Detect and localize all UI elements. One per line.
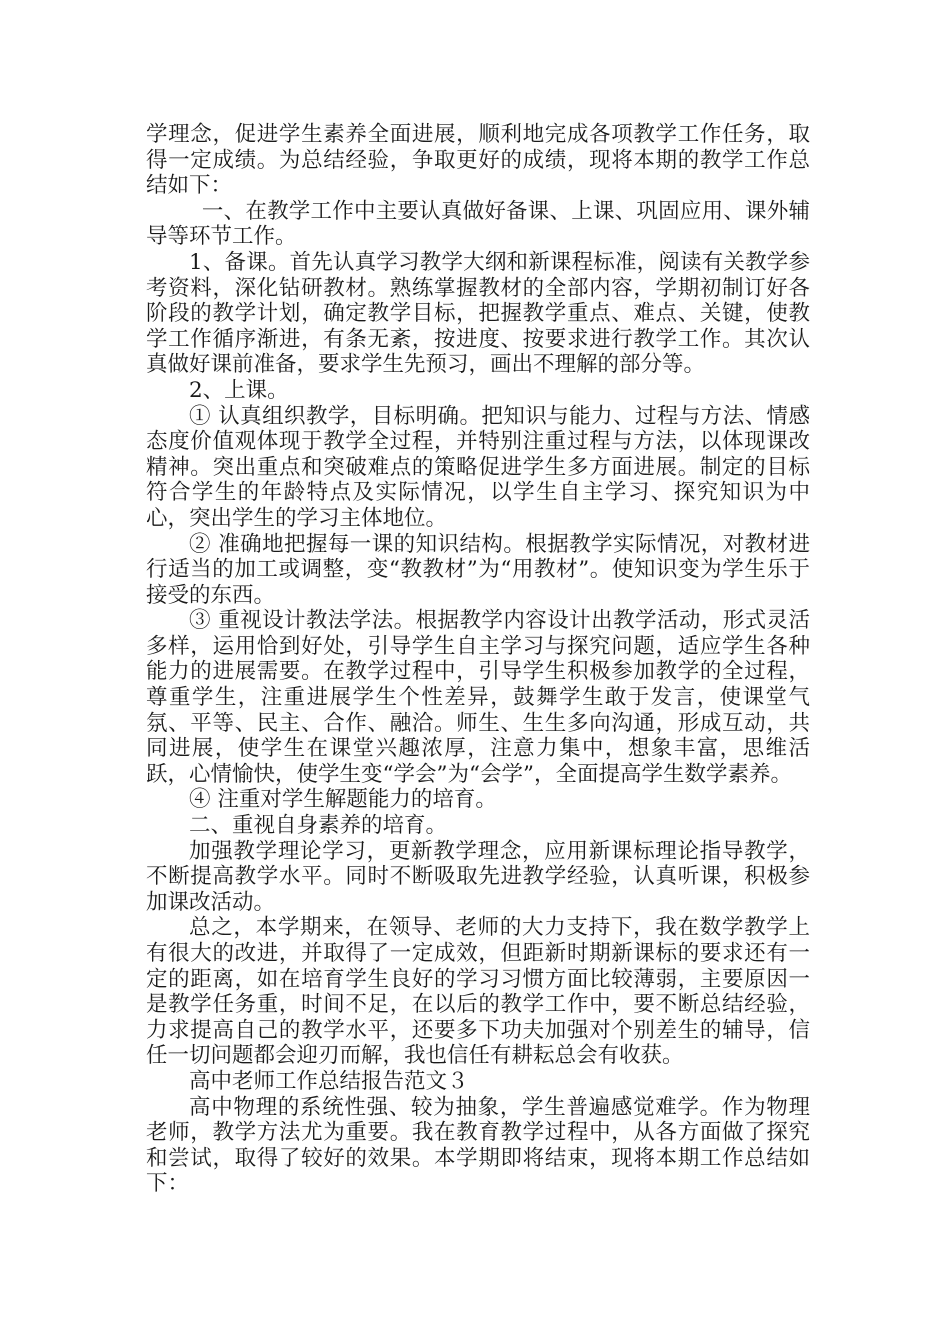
section-heading-1: 一、在教学工作中主要认真做好备课、上课、巩固应用、课外辅导等环节工作。 — [146, 198, 810, 250]
paragraph-class-point-2: ② 准确地把握每一课的知识结构。根据教学实际情况，对教材进行适当的加工或调整，变“教教材”为“用教材”。使知识变为学生乐于接受的东西。 — [146, 531, 811, 608]
section-heading-2: 二、重视自身素养的培育。 — [189, 813, 448, 839]
article-title-3: 高中老师工作总结报告范文３ — [189, 1068, 469, 1094]
paragraph-summary: 总之，本学期来，在领导、老师的大力支持下，我在数学教学上有很大的改进，并取得了一定成效，但距新时期新课标的要求还有一定的距离，如在培育学生良好的学习习惯方面比较薄弱，主要原因一是教学任务重，时间不足，在以后的教学工作中，要不断总结经验，力求提高自己的教学水平，还要多下功夫加强对个别差生的辅导，信任一切问题都会迎刃而解，我也信任有耕耘总会有收获。 — [146, 915, 810, 1069]
paragraph-intro-continuation: 学理念，促进学生素养全面进展，顺利地完成各项教学工作任务，取得一定成绩。为总结经验，争取更好的成绩，现将本期的教学工作总结如下： — [146, 122, 810, 199]
paragraph-self-improvement: 加强教学理论学习，更新教学理念，应用新课标理论指导教学，不断提高教学水平。同时不断吸取先进教学经验，认真听课，积极参加课改活动。 — [146, 838, 810, 915]
paragraph-class-heading: 2、上课。 — [189, 377, 289, 403]
document-body — [146, 122, 810, 1197]
paragraph-class-point-4: ④ 注重对学生解题能力的培育。 — [189, 787, 497, 813]
paragraph-lesson-prep: 1、备课。首先认真学习教学大纲和新课程标准，阅读有关教学参考资料，深化钻研教材。熟练掌握教材的全部内容，学期初制订好各阶段的教学计划，确定教学目标，把握教学重点、难点、关键，使教学工作循序渐进，有条无紊，按进度、按要求进行教学工作。其次认真做好课前准备，要求学生先预习，画出不理解的部分等。 — [146, 249, 810, 378]
paragraph-physics-intro: 高中物理的系统性强、较为抽象，学生普遍感觉难学。作为物理老师，教学方法尤为重要。我在教育教学过程中，从各方面做了探究和尝试，取得了较好的效果。本学期即将结束，现将本期工作总结如下： — [146, 1094, 810, 1197]
paragraph-class-point-1: ① 认真组织教学，目标明确。把知识与能力、过程与方法、情感态度价值观体现于教学全过程，并特别注重过程与方法，以体现课改精神。突出重点和突破难点的策略促进学生多方面进展。制定的目标符合学生的年龄特点及实际情况，以学生自主学习、探究知识为中心，突出学生的学习主体地位。 — [146, 403, 810, 531]
paragraph-class-point-3: ③ 重视设计教法学法。根据教学内容设计出教学活动，形式灵活多样，运用恰到好处，引导学生自主学习与探究问题，适应学生各种能力的进展需要。在教学过程中，引导学生积极参加教学的全过程，尊重学生，注重进展学生个性差异，鼓舞学生敢于发言，使课堂气氛、平等、民主、合作、融洽。师生、生生多向沟通，形成互动，共同进展，使学生在课堂兴趣浓厚，注意力集中，想象丰富，思维活跃，心情愉快，使学生变“学会”为“会学”，全面提高学生数学素养。 — [146, 608, 810, 787]
